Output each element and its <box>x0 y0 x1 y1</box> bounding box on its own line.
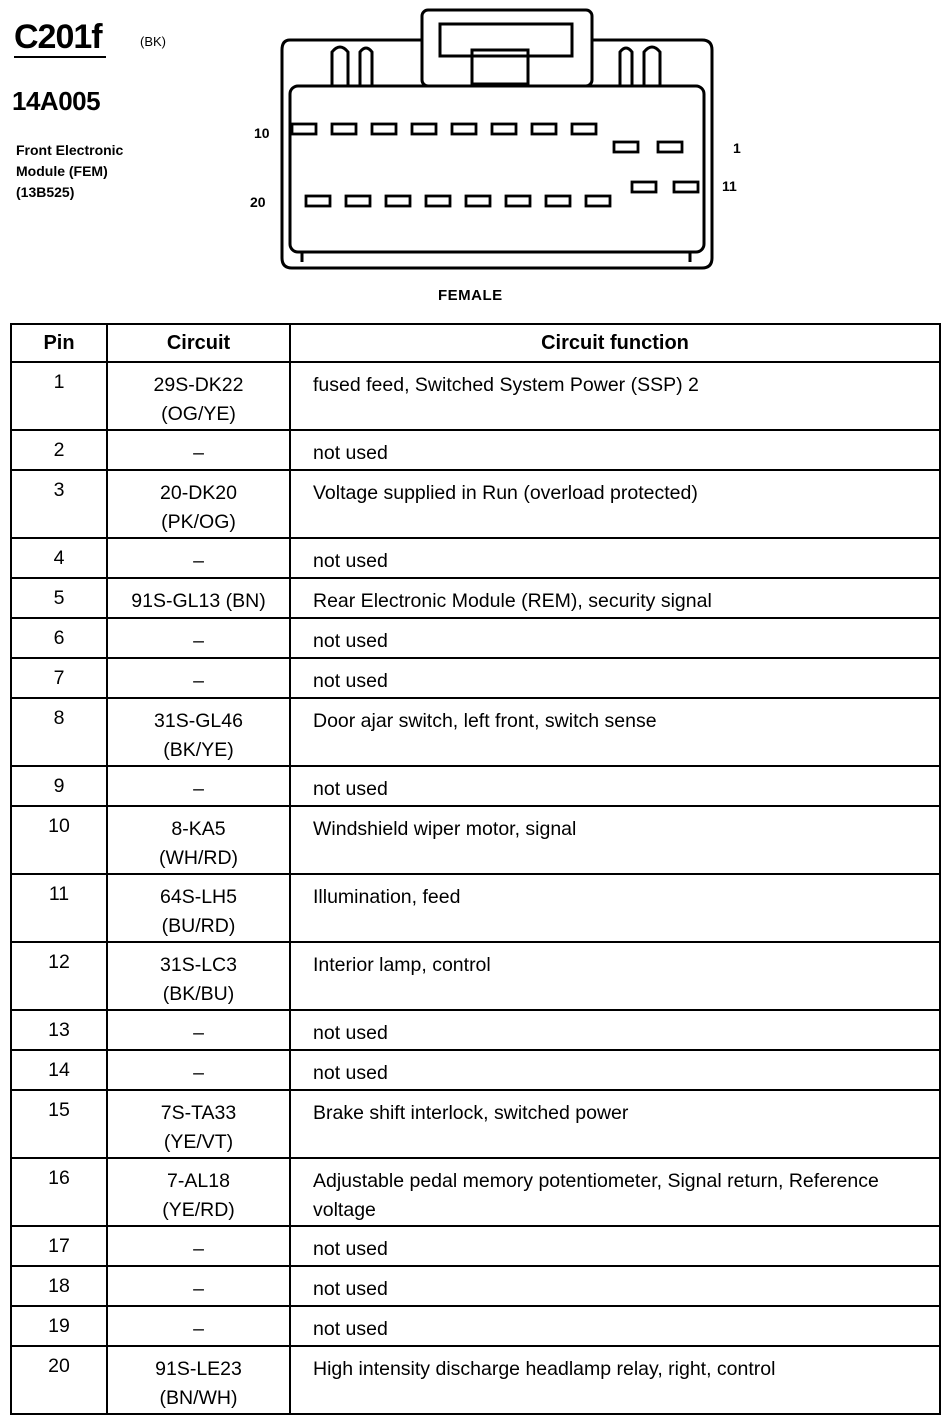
function-cell: not used <box>290 658 940 698</box>
pin-label-11: 11 <box>722 178 737 194</box>
pin-number-cell: 20 <box>11 1346 107 1414</box>
table-row <box>11 1158 940 1226</box>
function-cell: Interior lamp, control <box>290 942 940 1010</box>
pin-number-cell: 2 <box>11 430 107 470</box>
function-cell: Door ajar switch, left front, switch sense <box>290 698 940 766</box>
pin-number-cell: 18 <box>11 1266 107 1306</box>
table-row <box>11 362 940 430</box>
circuit-cell <box>107 1050 290 1090</box>
function-cell: not used <box>290 1010 940 1050</box>
circuit-line: – <box>193 550 204 572</box>
pin-label-10: 10 <box>254 125 270 141</box>
connector-id: C201f <box>14 18 106 58</box>
circuit-line: 31S-LC3 <box>160 954 237 976</box>
circuit-line: – <box>193 630 204 652</box>
circuit-cell <box>107 1010 290 1050</box>
connector-diagram <box>240 0 760 285</box>
circuit-line: 64S-LH5 <box>160 886 237 908</box>
circuit-line: – <box>193 670 204 692</box>
function-cell: Voltage supplied in Run (overload protected) <box>290 470 940 538</box>
function-cell: not used <box>290 1050 940 1090</box>
circuit-line: (YE/RD) <box>162 1199 235 1221</box>
circuit-cell <box>107 942 290 1010</box>
col-header-function: Circuit function <box>290 324 940 362</box>
function-cell: not used <box>290 1226 940 1266</box>
circuit-line: – <box>193 442 204 464</box>
circuit-line: 91S-GL13 (BN) <box>131 590 266 612</box>
circuit-line: 8-KA5 <box>171 818 226 840</box>
circuit-line: – <box>193 1062 204 1084</box>
pin-number-cell: 5 <box>11 578 107 618</box>
circuit-cell <box>107 1346 290 1414</box>
circuit-line: 29S-DK22 <box>153 374 244 396</box>
pin-number-cell: 11 <box>11 874 107 942</box>
table-row <box>11 1010 940 1050</box>
function-cell: Adjustable pedal memory potentiometer, Signal return, Reference voltage <box>290 1158 940 1226</box>
circuit-cell <box>107 362 290 430</box>
part-number: 14A005 <box>12 86 101 116</box>
pin-number-cell: 15 <box>11 1090 107 1158</box>
table-row <box>11 538 940 578</box>
table-row <box>11 766 940 806</box>
circuit-line: (BN/WH) <box>159 1387 238 1409</box>
pin-number-cell: 7 <box>11 658 107 698</box>
function-cell: not used <box>290 1266 940 1306</box>
pin-number-cell: 14 <box>11 1050 107 1090</box>
circuit-line: (BU/RD) <box>161 915 236 937</box>
circuit-line: – <box>193 778 204 800</box>
circuit-line: – <box>193 1278 204 1300</box>
table-row <box>11 470 940 538</box>
circuit-cell <box>107 470 290 538</box>
pin-number-cell: 16 <box>11 1158 107 1226</box>
table-row <box>11 1050 940 1090</box>
circuit-cell <box>107 874 290 942</box>
table-row <box>11 1090 940 1158</box>
circuit-cell <box>107 1266 290 1306</box>
circuit-cell <box>107 766 290 806</box>
module-description <box>16 140 216 203</box>
circuit-line: (WH/RD) <box>158 847 239 869</box>
table-row <box>11 698 940 766</box>
table-header-row <box>11 324 940 362</box>
circuit-line: (PK/OG) <box>161 511 236 533</box>
table-body <box>11 362 940 1414</box>
connector-face-icon <box>240 0 760 280</box>
circuit-line: (YE/VT) <box>163 1131 234 1153</box>
pin-number-cell: 1 <box>11 362 107 430</box>
function-cell: Rear Electronic Module (REM), security signal <box>290 578 940 618</box>
pin-number-cell: 13 <box>11 1010 107 1050</box>
circuit-line: – <box>193 1022 204 1044</box>
circuit-line: 91S-LE23 <box>155 1358 242 1380</box>
circuit-line: 20-DK20 <box>160 482 237 504</box>
table-row <box>11 874 940 942</box>
pin-label-20: 20 <box>250 194 266 210</box>
pin-number-cell: 10 <box>11 806 107 874</box>
function-cell: not used <box>290 766 940 806</box>
function-cell: not used <box>290 430 940 470</box>
function-cell: High intensity discharge headlamp relay, right, control <box>290 1346 940 1414</box>
table-row <box>11 618 940 658</box>
pin-number-cell: 4 <box>11 538 107 578</box>
col-header-circuit: Circuit <box>107 324 290 362</box>
circuit-cell <box>107 698 290 766</box>
circuit-line: 7S-TA33 <box>160 1102 237 1124</box>
circuit-cell <box>107 1306 290 1346</box>
table-row <box>11 1266 940 1306</box>
module-line: Module (FEM) <box>16 163 108 179</box>
pin-number-cell: 17 <box>11 1226 107 1266</box>
pin-number-cell: 19 <box>11 1306 107 1346</box>
circuit-line: (OG/YE) <box>161 403 236 425</box>
module-line: Front Electronic <box>16 142 124 158</box>
circuit-line: 31S-GL46 <box>154 710 243 732</box>
table-row <box>11 1346 940 1414</box>
table-row <box>11 430 940 470</box>
circuit-cell <box>107 538 290 578</box>
function-cell: Illumination, feed <box>290 874 940 942</box>
circuit-cell <box>107 1158 290 1226</box>
circuit-line: 7-AL18 <box>167 1170 230 1192</box>
function-cell: not used <box>290 1306 940 1346</box>
circuit-cell <box>107 430 290 470</box>
circuit-line: – <box>193 1318 204 1340</box>
function-cell: Brake shift interlock, switched power <box>290 1090 940 1158</box>
function-cell: Windshield wiper motor, signal <box>290 806 940 874</box>
function-cell: not used <box>290 538 940 578</box>
table-row <box>11 1226 940 1266</box>
table-row <box>11 1306 940 1346</box>
circuit-cell <box>107 658 290 698</box>
module-line: (13B525) <box>16 184 75 200</box>
circuit-line: (BK/YE) <box>163 739 234 761</box>
table-row <box>11 806 940 874</box>
table-row <box>11 578 940 618</box>
pin-label-1: 1 <box>733 140 741 156</box>
pin-number-cell: 6 <box>11 618 107 658</box>
circuit-cell <box>107 806 290 874</box>
circuit-cell <box>107 618 290 658</box>
circuit-cell <box>107 578 290 618</box>
circuit-line: (BK/BU) <box>162 983 235 1005</box>
connector-gender: FEMALE <box>438 287 503 304</box>
col-header-pin: Pin <box>11 324 107 362</box>
circuit-line: – <box>193 1238 204 1260</box>
pin-number-cell: 9 <box>11 766 107 806</box>
pin-number-cell: 3 <box>11 470 107 538</box>
connector-color: (BK) <box>140 34 166 49</box>
table-row <box>11 942 940 1010</box>
circuit-cell <box>107 1226 290 1266</box>
table-row <box>11 658 940 698</box>
pin-number-cell: 12 <box>11 942 107 1010</box>
function-cell: fused feed, Switched System Power (SSP) 2 <box>290 362 940 430</box>
circuit-cell <box>107 1090 290 1158</box>
pin-number-cell: 8 <box>11 698 107 766</box>
pinout-table <box>10 323 941 1415</box>
function-cell: not used <box>290 618 940 658</box>
